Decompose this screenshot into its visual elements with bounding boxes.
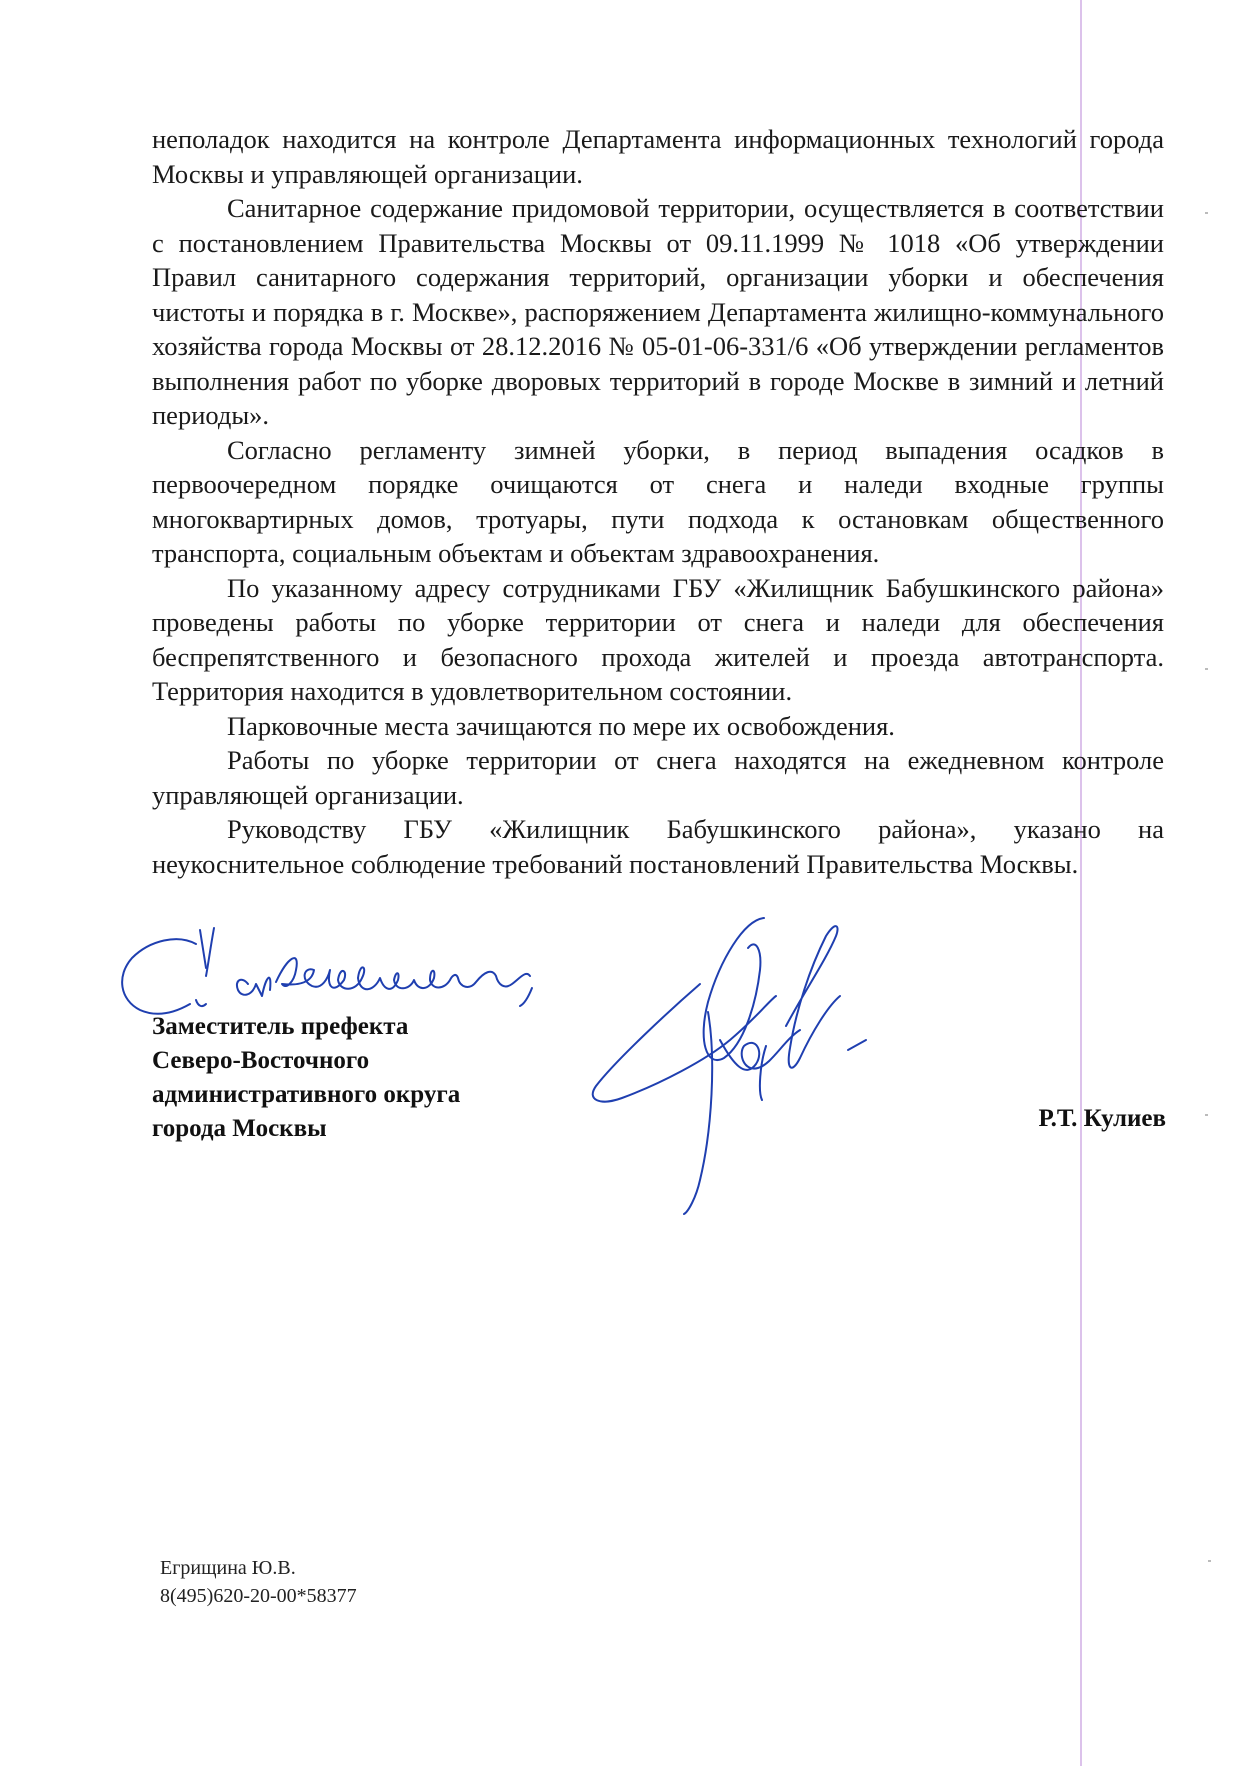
- paragraph-winter-cleaning-regulation: Согласно регламенту зимней уборки, в период выпадения осадков в первоочередном порядке очищаются от снега и наледи входные группы многоквартирных домов, тротуары, пути подхода к остановкам общественного транспорта, социальным объектам и объектам здравоохранения.: [152, 434, 1164, 568]
- paragraph-daily-control: Работы по уборке территории от снега находятся на ежедневном контроле управляющей организации.: [152, 745, 1164, 810]
- scan-speck: [1205, 668, 1208, 670]
- signatory-position: [152, 1010, 460, 1146]
- letter-body: [152, 122, 1164, 881]
- executor-phone: 8(495)620-20-00*58377: [160, 1585, 357, 1607]
- paragraph-work-performed: По указанному адресу сотрудниками ГБУ «Жилищник Бабушкинского района» проведены работы по уборке территории от снега и наледи для обеспечения беспрепятственного и безопасного прохода жителей и проезда автотранспорта. Территория находится в удовлетворительном состоянии.: [152, 572, 1164, 706]
- scan-speck: [1205, 212, 1208, 214]
- position-line: административного округа: [152, 1081, 461, 1108]
- paragraph-management-instruction: Руководству ГБУ «Жилищник Бабушкинского района», указано на неукоснительное соблюдение требований постановлений Правительства Москвы.: [152, 814, 1164, 879]
- scan-speck: [1205, 1114, 1208, 1116]
- position-line: Северо-Восточного: [152, 1047, 370, 1074]
- paragraph-parking-spaces: Парковочные места зачищаются по мере их освобождения.: [227, 710, 895, 741]
- handwritten-greeting: [122, 939, 196, 1014]
- position-line: города Москвы: [152, 1115, 327, 1142]
- scan-speck: [1208, 1560, 1211, 1562]
- paragraph-continuation: неполадок находится на контроле Департамента информационных технологий города Москвы и управляющей организации.: [152, 124, 1164, 189]
- position-line: Заместитель префекта: [152, 1013, 409, 1040]
- paragraph-sanitary-maintenance: Санитарное содержание придомовой территории, осуществляется в соответствии с постановлением Правительства Москвы от 09.11.1999 № 1018 «Об утверждении Правил санитарного содержания территорий, организации уборки и обеспечения чистоты и порядка в г. Москве», распоряжением Департамента жилищно-коммунального хозяйства города Москвы от 28.12.2016 № 05-01-06-331/6 «Об утверждении регламентов выполнения работ по уборке дворовых территорий в городе Москве в зимний и летний периоды».: [152, 193, 1164, 430]
- signer-name: Р.Т. Кулиев: [1038, 1105, 1166, 1132]
- executor-name: Егрищина Ю.В.: [160, 1557, 296, 1579]
- executor-contact: [160, 1554, 357, 1610]
